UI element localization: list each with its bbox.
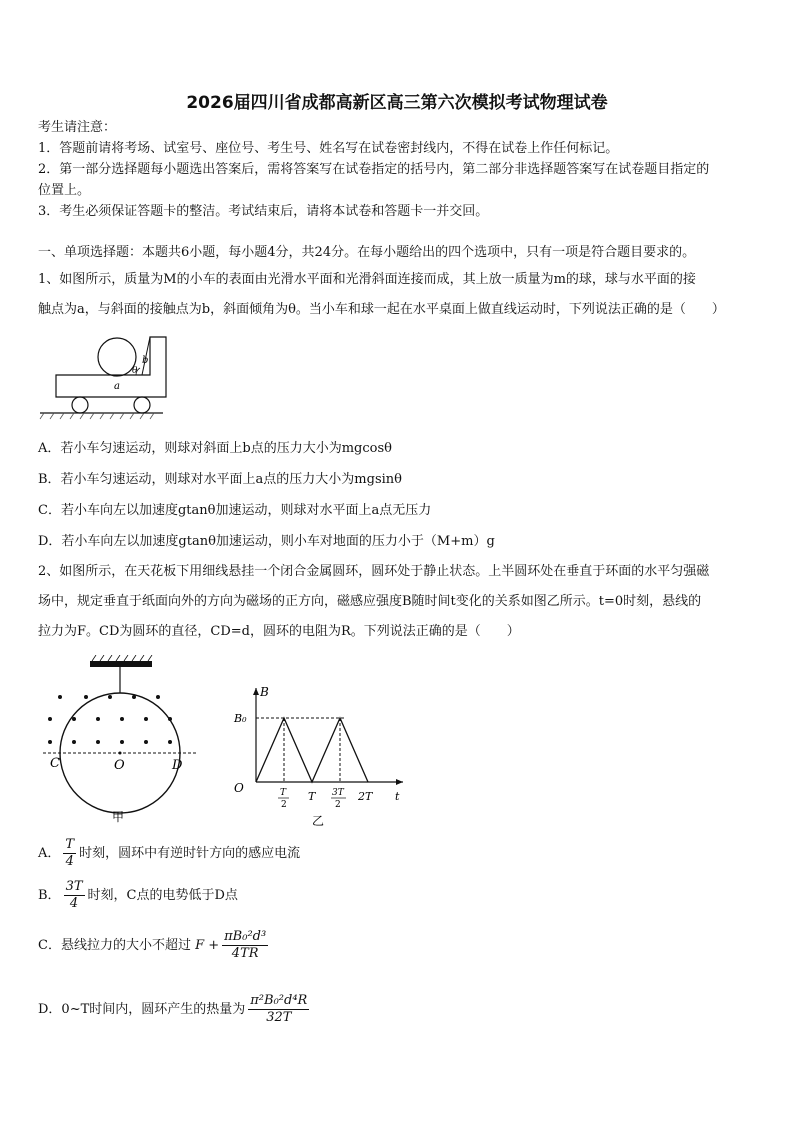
tick-t: T bbox=[308, 790, 316, 803]
notice-item: 3．考生必须保证答题卡的整洁。考试结束后，请将本试卷和答题卡一并交回。 bbox=[38, 204, 489, 219]
label-b: b bbox=[142, 355, 149, 366]
fraction: $\frac{\text{π²B₀²d⁴R}}{32T}$ bbox=[250, 993, 308, 1025]
option-text: 时刻，C点的电势低于D点 bbox=[87, 888, 238, 903]
q1-option-c[interactable]: C．若小车向左以加速度gtanθ加速运动，则球对水平面上a点无压力 bbox=[38, 503, 432, 518]
tick-3t2-den: 2 bbox=[335, 800, 341, 810]
page-title: 2026届四川省成都高新区高三第六次模拟考试物理试卷 bbox=[186, 93, 608, 113]
option-math-lead: F + bbox=[195, 938, 220, 953]
question-2-text: 拉力为F。CD为圆环的直径，CD=d，圆环的电阻为R。下列说法正确的是（ ） bbox=[38, 624, 520, 639]
label-c: C bbox=[50, 756, 60, 771]
option-text: 时刻，圆环中有逆时针方向的感应电流 bbox=[79, 846, 301, 861]
fraction: $\frac{T}{4}$ bbox=[65, 837, 75, 869]
label-a: a bbox=[114, 381, 120, 392]
q2-option-c[interactable] bbox=[38, 929, 271, 962]
figure-caption-jia: 甲 bbox=[112, 810, 125, 824]
question-1-text: 1、如图所示，质量为M的小车的表面由光滑水平面和光滑斜面连接而成，其上放一质量为m的球，球与水平面的接 bbox=[38, 272, 696, 287]
tick-3t2-num: 3T bbox=[332, 788, 344, 798]
cart-figure bbox=[38, 333, 168, 423]
bt-graph bbox=[228, 682, 408, 832]
option-label: C．悬线拉力的大小不超过 bbox=[38, 938, 191, 953]
tick-b0: B₀ bbox=[234, 712, 247, 725]
option-label: D．0~T时间内，圆环产生的热量为 bbox=[38, 1002, 246, 1017]
q1-option-d[interactable]: D．若小车向左以加速度gtanθ加速运动，则小车对地面的压力小于（M+m）g bbox=[38, 534, 495, 549]
notice-item: 2．第一部分选择题每小题选出答案后，需将答案写在试卷指定的括号内，第二部分非选择题答案写在试卷题目指定的 bbox=[38, 162, 710, 177]
q2-option-b[interactable] bbox=[38, 879, 238, 912]
option-label: B． bbox=[38, 888, 61, 903]
label-o: O bbox=[114, 758, 125, 773]
q1-option-a[interactable]: A．若小车匀速运动，则球对斜面上b点的压力大小为mgcosθ bbox=[38, 441, 392, 456]
notice-heading: 考生请注意： bbox=[38, 120, 117, 135]
q2-option-d[interactable] bbox=[38, 993, 312, 1026]
tick-t2-num: T bbox=[280, 788, 287, 798]
tick-2t: 2T bbox=[358, 790, 373, 803]
notice-item: 位置上。 bbox=[38, 183, 91, 198]
fraction: $\frac{3T}{4}$ bbox=[65, 879, 83, 911]
tick-t2-den: 2 bbox=[281, 800, 287, 810]
question-2-text: 场中，规定垂直于纸面向外的方向为磁场的正方向，磁感应强度B随时间t变化的关系如图乙所示。t=0时刻，悬线的 bbox=[38, 594, 702, 609]
ring-figure bbox=[38, 655, 208, 825]
origin-label: O bbox=[234, 781, 244, 795]
section-heading: 一、单项选择题：本题共6小题，每小题4分，共24分。在每小题给出的四个选项中，只有一项是符合题目要求的。 bbox=[38, 245, 696, 260]
fraction: $\frac{\text{πB₀²d³}}{4TR}$ bbox=[224, 929, 267, 961]
notice-item: 1．答题前请将考场、试室号、座位号、考生号、姓名写在试卷密封线内，不得在试卷上作任何标记。 bbox=[38, 141, 619, 156]
label-d: D bbox=[172, 758, 183, 773]
question-2-text: 2、如图所示，在天花板下用细线悬挂一个闭合金属圆环，圆环处于静止状态。上半圆环处在垂直于环面的水平匀强磁 bbox=[38, 564, 710, 579]
axis-t-label: t bbox=[395, 790, 400, 803]
question-1-text: 触点为a，与斜面的接触点为b，斜面倾角为θ。当小车和球一起在水平桌面上做直线运动时，下列说法正确的是（ ） bbox=[38, 302, 725, 317]
figure-caption-yi: 乙 bbox=[312, 814, 325, 828]
label-theta: θ bbox=[132, 366, 138, 376]
q1-option-b[interactable]: B．若小车匀速运动，则球对水平面上a点的压力大小为mgsinθ bbox=[38, 472, 402, 487]
axis-b-label: B bbox=[260, 685, 269, 699]
option-label: A． bbox=[38, 846, 61, 861]
q2-option-a[interactable] bbox=[38, 837, 300, 870]
